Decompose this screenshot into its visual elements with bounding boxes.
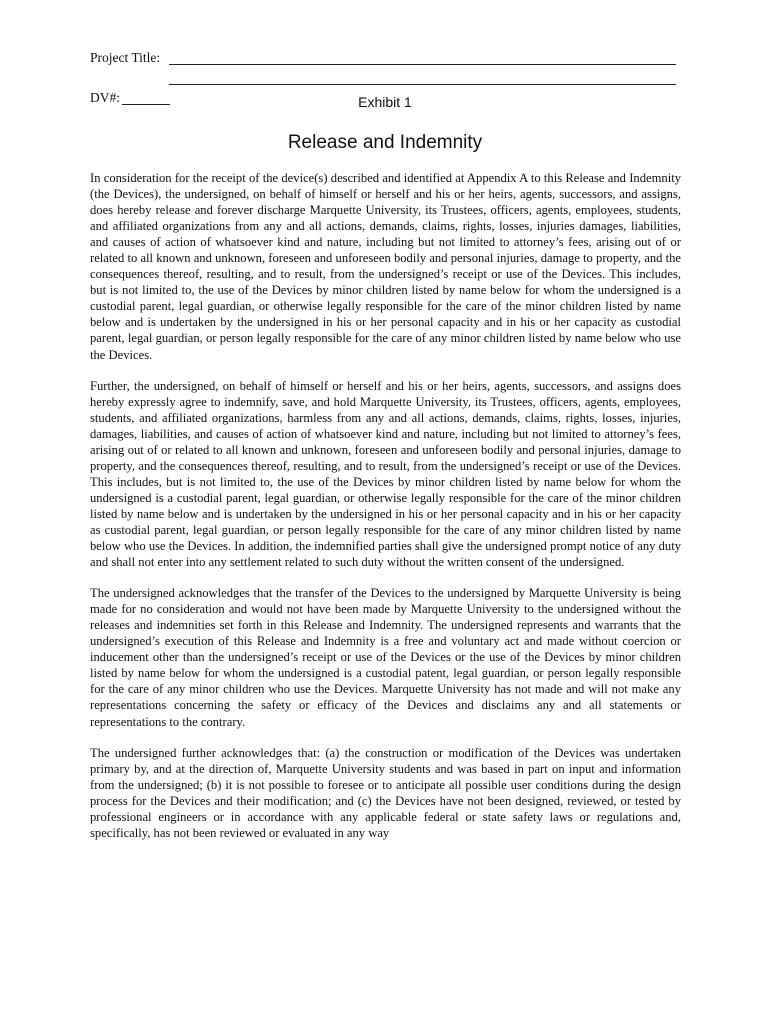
project-title-label: Project Title:	[90, 50, 161, 65]
paragraph-indemnify: Further, the undersigned, on behalf of himself or herself and his or her heirs, agents, successors, and assigns does hereby expressly agree to indemnify, save, and hold Marquette University, its Trustees, officers, agents, employees, students, and affiliated organizations, harmless from any and all actions, demands, claims, rights, losses, injuries, damages, liabilities, and causes of action of whatsoever kind and nature, including but not limited to attorney’s fees, arising out of or related to all known and unknown, foreseen and unforeseen bodily and personal injuries, damage to property, and the consequences thereof, resulting, and to result, from the undersigned’s receipt or use of the Devices. This includes, but is not limited to, the use of the Devices by minor children listed by name below for whom the undersigned is a custodial parent, legal guardian, or otherwise legally responsible for the care of the minor children listed by name below and is undertaken by the undersigned in his or her personal capacity and in his or her capacity as custodial parent, legal guardian, or person legally responsible for the care of any minor children listed by name below who use the Devices. In addition, the indemnified parties shall give the undersigned prompt notice of any duty and shall not enter into any settlement related to such duty without the written consent of the undersigned.	[90, 378, 681, 570]
project-title-blank-line-2[interactable]	[169, 84, 676, 85]
document-body	[90, 170, 681, 856]
paragraph-further-acknowledgement: The undersigned further acknowledges that: (a) the construction or modification of the Devices was undertaken primary by, and at the direction of, Marquette University students and was based in part on input and information from the undersigned; (b) it is not possible to foresee or to anticipate all possible user conditions during the design process for the Devices and their modification; and (c) the Devices have not been designed, reviewed, or tested by professional engineers or in accordance with any applicable federal or state safety laws or regulations and, specifically, has not been reviewed or evaluated in any way	[90, 745, 681, 840]
paragraph-release: In consideration for the receipt of the device(s) described and identified at Appendix A to this Release and Indemnity (the Devices), the undersigned, on behalf of himself or herself and his or her heirs, agents, successors, and assigns, does hereby release and forever discharge Marquette University, its Trustees, officers, agents, employees, students, and affiliated organizations from any and all actions, demands, claims, rights, losses, injuries damages, liabilities, and causes of action of whatsoever kind and nature, including but not limited to attorney’s fees, arising out of or related to all known and unknown, foreseen and unforeseen bodily and personal injuries, damage to property, and the consequences thereof, resulting, and to result, from the undersigned’s receipt or use of the Devices. This includes, but is not limited to, the use of the Devices by minor children listed by name below for whom the undersigned is a custodial parent, legal guardian, or otherwise legally responsible for the care of the minor children listed by name below and is undertaken by the undersigned in his or her personal capacity and in his or her capacity as custodial parent, legal guardian, or person legally responsible for the care of any minor children listed by name below who use the Devices.	[90, 171, 681, 362]
project-title-blank-line-1[interactable]	[169, 64, 676, 65]
exhibit-heading	[0, 94, 770, 110]
exhibit-label: Exhibit 1	[358, 94, 412, 110]
paragraph-acknowledgement: The undersigned acknowledges that the transfer of the Devices to the undersigned by Marquette University is being made for no consideration and would not have been made by Marquette University to the undersigned without the releases and indemnities set forth in this Release and Indemnity. The undersigned represents and warrants that the undersigned’s execution of this Release and Indemnity is a free and voluntary act and made without coercion or inducement other than the undersigned’s receipt or use of the Devices or the use of the Devices by minor children listed by name below for whom the undersigned is a custodial patent, legal guardian, or person legally responsible for the care of any minor children who use the Devices. Marquette University has not made and will not make any representations concerning the safety or efficacy of the Devices and disclaims any and all statements or representations to the contrary.	[90, 586, 681, 729]
document-title: Release and Indemnity	[287, 132, 483, 153]
dv-number-label: DV#:	[90, 90, 120, 105]
